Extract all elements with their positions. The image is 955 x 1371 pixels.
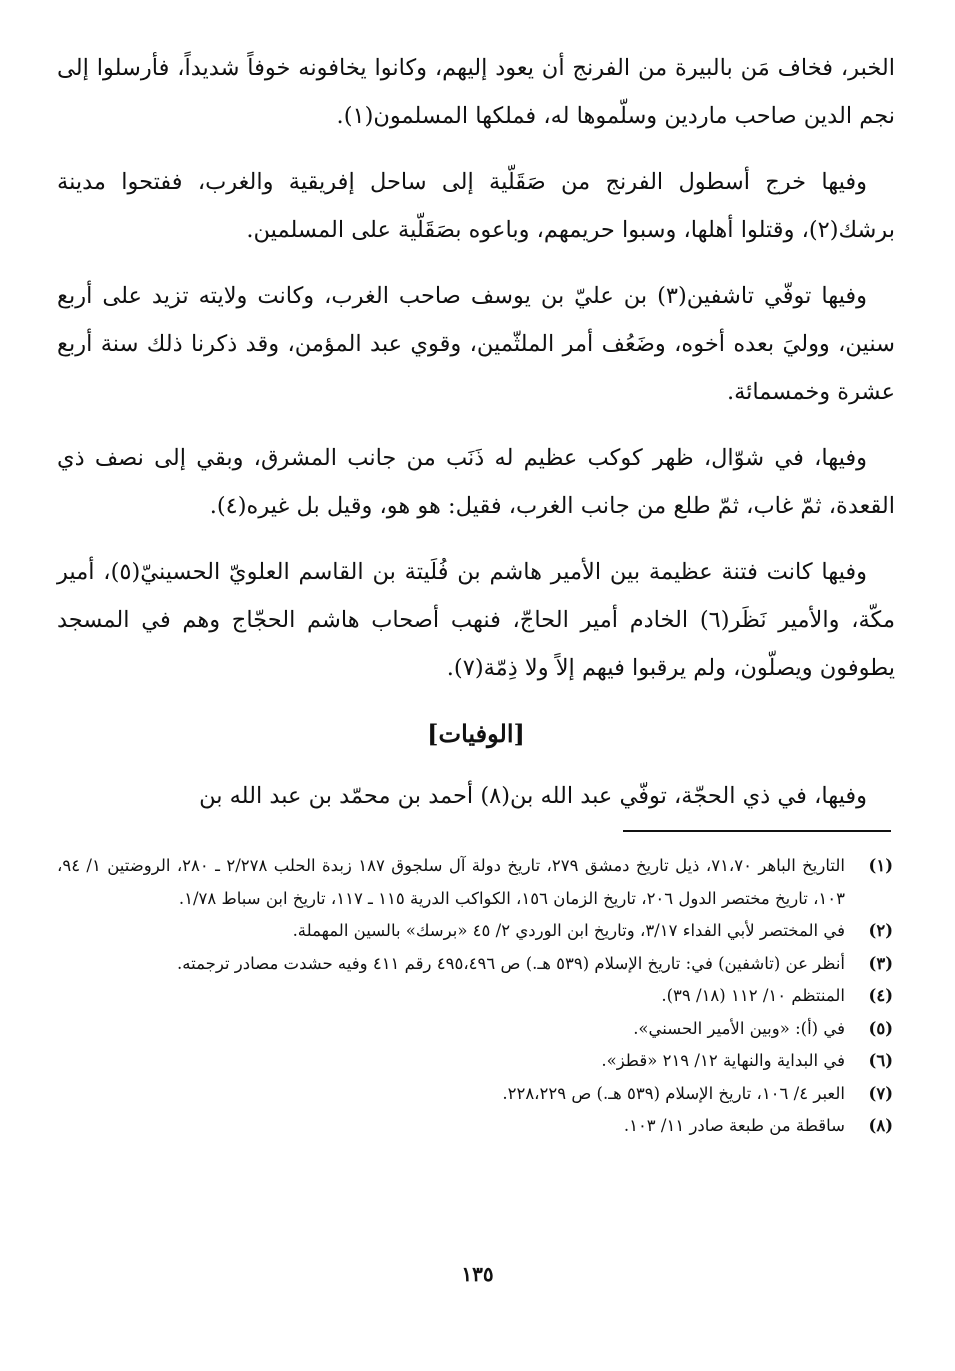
- main-text: [57, 44, 895, 838]
- paragraph-4-text: وفيها، في شوّال، ظهر كوكب عظيم له ذَنَب من جانب المشرق، وبقي إلى نصف ذي القعدة، ثمّ غاب، ثمّ طلع من جانب الغرب، فقيل: هو هو، وقيل بل غيره(٤).: [57, 445, 895, 519]
- paragraph-2-text: وفيها خرج أسطول الفرنج من صَقَلّية إلى ساحل إفريقية والغرب، ففتحوا مدينة برشك(٢)، وقتلوا أهلها، وسبوا حريمهم، وباعوه بصَقَلّية على المسلمين.: [57, 169, 895, 243]
- footnote-number: (٥): [868, 1018, 893, 1038]
- paragraph-3-text: وفيها توفّي تاشفين(٣) بن عليّ بن يوسف صاحب الغرب، وكانت ولايته تزيد على أربع سنين، ووليَ بعده أخوه، وضَعُف أمر الملثّمين، وقوي عبد المؤمن، وقد ذكرنا ذلك سنة أربع عشرة وخمسمائة.: [57, 283, 895, 405]
- footnote-3: [57, 948, 895, 981]
- footnote-text: في (أ): «وبين الأمير الحسني».: [633, 1018, 845, 1038]
- footnotes: [57, 850, 895, 1143]
- footnote-text: التاريخ الباهر ٧١،٧٠، ذيل تاريخ دمشق ٢٧٩، تاريخ دولة آل سلجوق ١٨٧ زبدة الحلب ٢/٢٧٨ ـ ٢٨٠، الروضتين ١/ ٩٤، ١٠٣، تاريخ مختصر الدول ٢٠٦، تاريخ الزمان ١٥٦، الكواكب الدرية ١١٥ ـ ١١٧، تاريخ ابن سباط ١/٧٨.: [57, 856, 845, 908]
- paragraph-5: [57, 548, 895, 692]
- footnote-separator: [623, 830, 891, 832]
- footnote-4: [57, 980, 895, 1013]
- footnote-number: (٤): [868, 986, 893, 1005]
- footnote-number: (١): [868, 856, 893, 875]
- footnote-5: [57, 1013, 895, 1046]
- footnote-number: (٢): [868, 921, 893, 940]
- paragraph-1: [57, 44, 895, 140]
- paragraph-1-text: الخبر، فخاف مَن بالبيرة من الفرنج أن يعود إليهم، وكانوا يخافونه خوفاً شديداً، فأرسلوا إلى نجم الدين صاحب ماردين وسلّموها له، فملكها المسلمون(١).: [57, 55, 895, 129]
- footnote-text: في البداية والنهاية ١٢/ ٢١٩ «قطز».: [601, 1051, 845, 1070]
- footnote-text: العبر ٤/ ١٠٦، تاريخ الإسلام (٥٣٩ هـ.) ص ٢٢٨،٢٢٩.: [502, 1083, 845, 1103]
- footnote-1: [57, 850, 895, 915]
- footnote-number: (٣): [868, 953, 893, 973]
- paragraph-3: [57, 272, 895, 416]
- paragraph-5-text: وفيها كانت فتنة عظيمة بين الأمير هاشم بن فُلَيتة بن القاسم العلويّ الحسينيّ(٥)، أمير مكّة، والأمير نَظَر(٦) الخادم أمير الحاجّ، فنهب أصحاب هاشم الحجّاج وهم في المسجد يطوفون ويصلّون، ولم يرقبوا فيهم إلاً ولا ذِمّة(٧).: [57, 559, 895, 681]
- footnote-text: أنظر عن (تاشفين) في: تاريخ الإسلام (٥٣٩ هـ.) ص ٤٩٥،٤٩٦ رقم ٤١١ وفيه حشدت مصادر ترجمته.: [177, 953, 845, 973]
- footnote-8: [57, 1110, 895, 1143]
- footnote-number: (٦): [868, 1051, 893, 1070]
- footnote-text: ساقطة من طبعة صادر ١١/ ١٠٣.: [623, 1116, 845, 1135]
- footnote-2: [57, 915, 895, 948]
- footnote-number: (٧): [868, 1083, 893, 1103]
- page-number: ١٣٥: [461, 1262, 494, 1286]
- footnote-6: [57, 1045, 895, 1078]
- footnote-7: [57, 1078, 895, 1111]
- footnote-text: المنتظم ١٠/ ١١٢ (١٨/ ٣٩).: [661, 986, 845, 1005]
- paragraph-6-text: وفيها، في ذي الحجّة، توفّي عبد الله بن(٨) أحمد بن محمّد بن عبد الله بن: [199, 783, 867, 809]
- paragraph-4: [57, 434, 895, 530]
- paragraph-2: [57, 158, 895, 254]
- footnote-text: في المختصر لأبي الفداء ٣/١٧، وتاريخ ابن الوردي ٢/ ٤٥ «برسك» بالسين المهملة.: [292, 921, 845, 940]
- footnote-number: (٨): [868, 1116, 893, 1135]
- paragraph-6: [57, 772, 895, 820]
- section-heading: [الوفيات]: [427, 719, 525, 748]
